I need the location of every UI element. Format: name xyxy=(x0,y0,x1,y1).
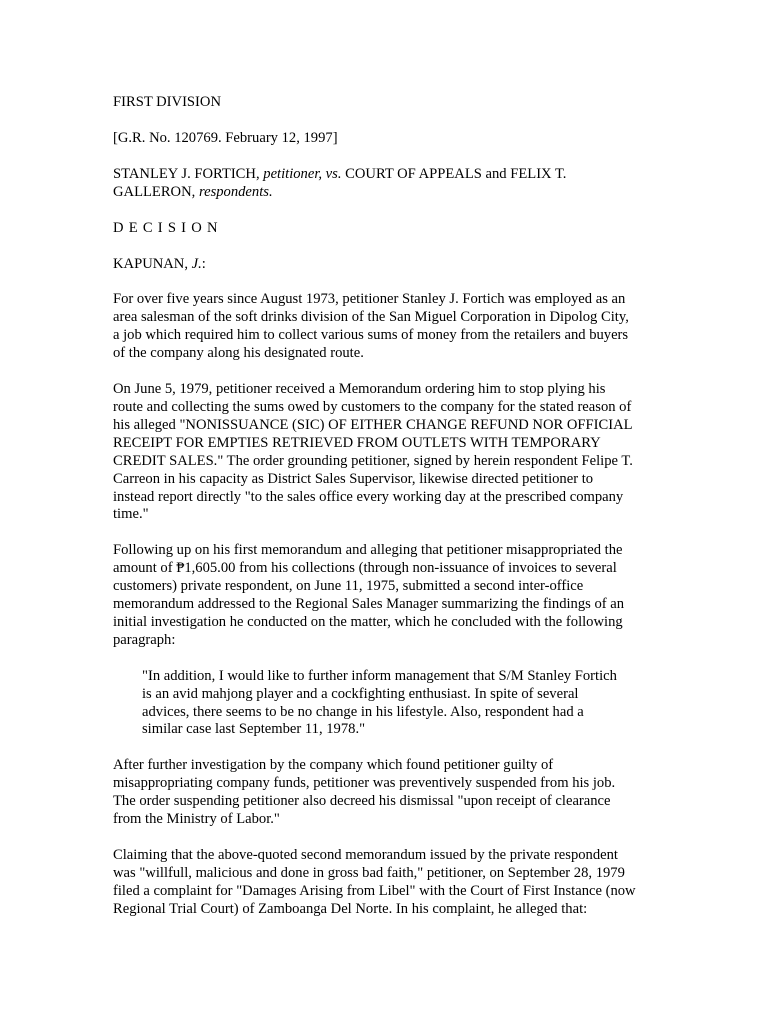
paragraph-line: On June 5, 1979, petitioner received a Memorandum ordering him to stop plying his xyxy=(113,381,606,398)
block-quote xyxy=(142,668,658,740)
parties-line-1 xyxy=(113,166,658,184)
respondents-role: respondents. xyxy=(198,183,273,200)
paragraph-line: instead report directly "to the sales office every working day at the prescribed company xyxy=(113,488,624,505)
paragraph-line: time." xyxy=(113,506,149,523)
paragraph-line: For over five years since August 1973, petitioner Stanley J. Fortich was employed as an xyxy=(113,291,626,308)
ponente-name: KAPUNAN, xyxy=(113,255,188,272)
paragraph-line: RECEIPT FOR EMPTIES RETRIEVED FROM OUTLETS WITH TEMPORARY xyxy=(113,434,601,451)
paragraph-line: Regional Trial Court) of Zamboanga Del Norte. In his complaint, he alleged that: xyxy=(113,900,588,917)
respondents-line-2: GALLERON, xyxy=(113,183,196,200)
case-parties xyxy=(113,166,658,202)
paragraph-line: Carreon in his capacity as District Sales Supervisor, likewise directed petitioner to xyxy=(113,470,594,487)
paragraph-line: customers) private respondent, on June 11, 1975, submitted a second inter-office xyxy=(113,578,584,595)
paragraph-line: misappropriating company funds, petitioner was preventively suspended from his job. xyxy=(113,775,616,792)
paragraph-line: route and collecting the sums owed by customers to the company for the stated reason of xyxy=(113,398,632,415)
case-number: [G.R. No. 120769. February 12, 1997] xyxy=(113,129,338,146)
paragraph-line: was "willfull, malicious and done in gross bad faith," petitioner, on September 28, 1979 xyxy=(113,864,625,881)
paragraph-line: Following up on his first memorandum and alleging that petitioner misappropriated the xyxy=(113,542,623,559)
paragraph-line: Claiming that the above-quoted second memorandum issued by the private respondent xyxy=(113,847,618,863)
quote-line: advices, there seems to be no change in his lifestyle. Also, respondent had a xyxy=(142,703,584,720)
paragraph-line: The order suspending petitioner also decreed his dismissal "upon receipt of clearance xyxy=(113,793,611,810)
paragraph-line: his alleged "NONISSUANCE (SIC) OF EITHER CHANGE REFUND NOR OFFICIAL xyxy=(113,416,633,433)
paragraph-5 xyxy=(113,847,658,919)
paragraph-4 xyxy=(113,757,658,829)
paragraph-line: paragraph: xyxy=(113,631,176,648)
petitioner-name: STANLEY J. FORTICH, xyxy=(113,165,260,182)
petitioner-role: petitioner, vs. xyxy=(263,165,342,182)
quote-line: "In addition, I would like to further inform management that S/M Stanley Fortich xyxy=(142,667,617,684)
paragraph-line: CREDIT SALES." The order grounding petitioner, signed by herein respondent Felipe T. xyxy=(113,452,633,469)
paragraph-line: After further investigation by the company which found petitioner guilty of xyxy=(113,757,554,774)
paragraph-line: memorandum addressed to the Regional Sales Manager summarizing the findings of an xyxy=(113,596,625,613)
paragraph-1 xyxy=(113,291,658,363)
paragraph-line: a job which required him to collect various sums of money from the retailers and buyers xyxy=(113,327,629,344)
paragraph-line: area salesman of the soft drinks division of the San Miguel Corporation in Dipolog City, xyxy=(113,309,629,326)
quote-line: is an avid mahjong player and a cockfighting enthusiast. In spite of several xyxy=(142,685,579,702)
division-heading: FIRST DIVISION xyxy=(113,94,221,110)
document-page xyxy=(113,94,658,937)
ponente xyxy=(113,256,658,274)
decision-heading: DECISION xyxy=(113,219,223,236)
paragraph-3 xyxy=(113,542,658,649)
paragraph-line: of the company along his designated route. xyxy=(113,345,364,362)
paragraph-line: initial investigation he conducted on the matter, which he concluded with the following xyxy=(113,613,623,630)
paragraph-line: from the Ministry of Labor." xyxy=(113,811,280,828)
parties-line-2 xyxy=(113,184,658,202)
ponente-suffix: : xyxy=(201,255,206,272)
paragraph-2 xyxy=(113,381,658,524)
quote-line: similar case last September 11, 1978." xyxy=(142,721,366,738)
respondents-line-1: COURT OF APPEALS and FELIX T. xyxy=(345,165,567,182)
paragraph-line: filed a complaint for "Damages Arising from Libel" with the Court of First Instance (now xyxy=(113,882,636,899)
paragraph-line: amount of ₱1,605.00 from his collections (through non-issuance of invoices to several xyxy=(113,560,617,577)
ponente-title: J. xyxy=(191,255,202,272)
